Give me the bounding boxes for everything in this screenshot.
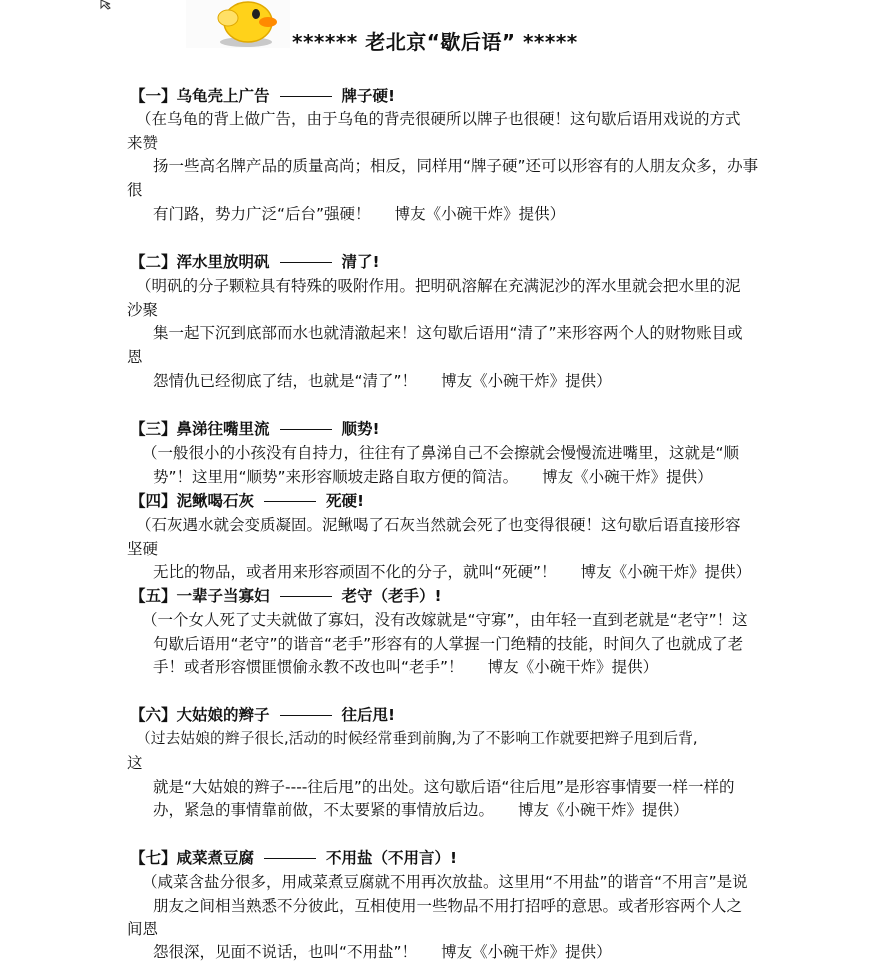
section-2-answer: 清了! bbox=[341, 253, 380, 271]
section-4-line-3 bbox=[153, 561, 751, 583]
section-5-saying: 【五】一辈子当寡妇 bbox=[130, 587, 270, 605]
section-2-line-1: （明矾的分子颗粒具有特殊的吸附作用。把明矾溶解在充满泥沙的浑水里就会把水里的泥 bbox=[136, 277, 741, 295]
duck-mascot-image bbox=[186, 0, 290, 48]
section-2-line-5 bbox=[153, 370, 612, 392]
section-1-line-5 bbox=[153, 203, 565, 225]
section-6-saying: 【六】大姑娘的辫子 bbox=[130, 706, 270, 724]
mouse-cursor-icon bbox=[100, 0, 114, 10]
section-7-line-2: 朋友之间相当熟悉不分彼此，互相使用一些物品不用打招呼的意思。或者形容两个人之 bbox=[153, 897, 743, 915]
section-3-saying: 【三】鼻涕往嘴里流 bbox=[130, 420, 270, 438]
section-5-answer: 老守（老手）! bbox=[341, 587, 442, 605]
section-1-heading bbox=[130, 85, 395, 107]
section-6-credit: 博友《小碗干炸》提供） bbox=[518, 801, 689, 819]
section-3-heading bbox=[130, 418, 380, 440]
section-2-heading bbox=[130, 251, 380, 273]
section-4-line-2: 坚硬 bbox=[127, 540, 159, 558]
section-6-line-4-text: 办，紧急的事情靠前做，不太要紧的事情放后边。 bbox=[153, 801, 495, 819]
section-6-line-1: （过去姑娘的辫子很长,活动的时候经常垂到前胸,为了不影响工作就要把辫子甩到后背, bbox=[136, 730, 698, 747]
section-2-saying: 【二】浑水里放明矾 bbox=[130, 253, 270, 271]
section-4-saying: 【四】泥鳅喝石灰 bbox=[130, 492, 255, 510]
section-2-line-5-text: 怨情仇已经彻底了结，也就是“清了”！ bbox=[153, 372, 418, 390]
section-2-line-3: 集一起下沉到底部而水也就清澈起来！这句歇后语用“清了”来形容两个人的财物账目或 bbox=[153, 324, 743, 342]
section-7-line-4-text: 怨很深，见面不说话，也叫“不用盐”！ bbox=[153, 943, 418, 961]
section-1-saying: 【一】乌龟壳上广告 bbox=[130, 87, 270, 105]
section-1-line-4: 很 bbox=[127, 181, 143, 199]
section-2-line-2: 沙聚 bbox=[127, 301, 159, 319]
section-2-line-4: 恩 bbox=[127, 348, 143, 366]
section-3-line-2-text: 势”！这里用“顺势”来形容顺坡走路自取方便的简洁。 bbox=[153, 468, 519, 486]
section-4-credit: 博友《小碗干炸》提供） bbox=[580, 563, 752, 581]
section-1-line-1: （在乌龟的背上做广告，由于乌龟的背壳很硬所以牌子也很硬！这句歇后语用戏说的方式 bbox=[136, 110, 741, 128]
section-5-line-3-text: 手！或者形容惯匪惯偷永教不改也叫“老手”！ bbox=[153, 658, 464, 676]
section-5-line-1: （一个女人死了丈夫就做了寡妇，没有改嫁就是“守寡”，由年轻一直到老就是“老守”！这 bbox=[142, 611, 748, 629]
section-6-line-3: 就是“大姑娘的辫子----往后甩”的出处。这句歇后语“往后甩”是形容事情要一样一样的 bbox=[153, 778, 735, 796]
section-6-answer: 往后甩! bbox=[341, 706, 396, 724]
section-7-line-1: （咸菜含盐分很多，用咸菜煮豆腐就不用再次放盐。这里用“不用盐”的谐音“不用言”是说 bbox=[142, 873, 748, 891]
section-6-line-2: 这 bbox=[127, 754, 143, 772]
section-4-line-3-text: 无比的物品，或者用来形容顽固不化的分子，就叫“死硬”！ bbox=[153, 563, 557, 581]
section-5-heading bbox=[130, 585, 442, 607]
section-4-heading bbox=[130, 490, 364, 512]
section-3-line-2 bbox=[153, 466, 713, 488]
section-2-credit: 博友《小碗干炸》提供） bbox=[441, 372, 612, 390]
section-3-credit: 博友《小碗干炸》提供） bbox=[542, 468, 713, 486]
section-3-answer: 顺势! bbox=[341, 420, 380, 438]
section-4-answer: 死硬! bbox=[326, 492, 365, 510]
section-3-line-1: （一般很小的小孩没有自持力，往往有了鼻涕自己不会擦就会慢慢流进嘴里，这就是“顺 bbox=[142, 444, 740, 462]
section-7-heading bbox=[130, 847, 457, 869]
section-7-line-3: 间恩 bbox=[127, 920, 159, 938]
section-7-line-4 bbox=[153, 941, 612, 963]
section-5-line-3 bbox=[153, 656, 658, 678]
page-title: ****** 老北京“歇后语” ***** bbox=[292, 30, 578, 54]
section-7-credit: 博友《小碗干炸》提供） bbox=[441, 943, 612, 961]
section-1-line-2: 来赞 bbox=[127, 134, 159, 152]
section-5-line-2: 句歇后语用“老守”的谐音“老手”形容有的人掌握一门绝精的技能，时间久了也就成了老 bbox=[153, 635, 744, 653]
section-1-credit: 博友《小碗干炸》提供） bbox=[394, 205, 566, 223]
section-6-heading bbox=[130, 704, 395, 726]
section-1-answer: 牌子硬! bbox=[341, 87, 396, 105]
section-1-line-3: 扬一些高名牌产品的质量高尚；相反，同样用“牌子硬”还可以形容有的人朋友众多，办事 bbox=[153, 157, 759, 175]
section-6-line-4 bbox=[153, 799, 689, 821]
section-1-line-5-text: 有门路，势力广泛“后台”强硬！ bbox=[153, 205, 371, 223]
section-7-saying: 【七】咸菜煮豆腐 bbox=[130, 849, 255, 867]
section-5-credit: 博友《小碗干炸》提供） bbox=[487, 658, 659, 676]
section-7-answer: 不用盐（不用言）! bbox=[326, 849, 458, 867]
section-4-line-1: （石灰遇水就会变质凝固。泥鳅喝了石灰当然就会死了也变得很硬！这句歇后语直接形容 bbox=[136, 516, 741, 534]
